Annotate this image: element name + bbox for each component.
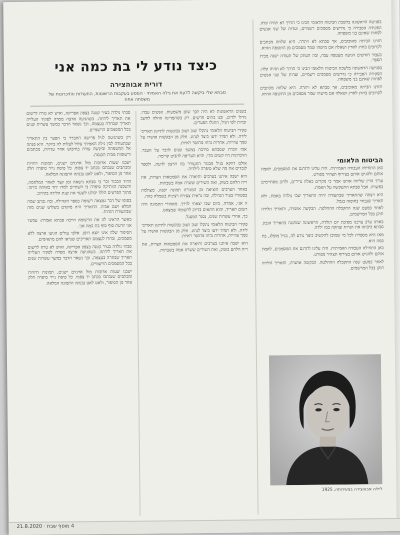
paragraph: בסופו של דבר נמצאה רשומה בספר הקהילה, ובה נכתב שמה המלא ושם אביה. התאריך היה מוקדם בשלוש שנים מזה שבתעודת הזהות. [27,198,132,216]
article-column-left [26,111,134,520]
paragraph: חזרנו הביתה מאוכזבים, אך סבתא לא ויתרה. היא שלחה מכתבים לקרובים בחוץ לארץ ושאלה אם מישהו שמר מסמכים מן התקופה ההיא. [260,85,383,98]
paragraph: בשנים הראשונות לא היה לכך שום משמעות. אנשים עבדו, גידלו ילדים, ובנו בתים חדשים. רק כשהמדינה החלה לחשב זכויות לפי הגיל, התגלו הפערים. [140,109,247,127]
paragraph: סבתי נולדה בעיר קטנה בצפון אפריקה, ואיש לא טרח לרשום את תאריך לידתה. כשהגיעה ארצה מסרה לפקיד העלייה תאריך שבחרה בעצמה, וכך נשאר הדבר במשך עשרות שנים בכל המסמכים הרשמיים. [27,244,132,268]
paragraph: הסיפור שלה אינו יוצא דופן. אלפי עולים הגיעו ארצה ללא מסמכים, ובחרו לעצמם תאריכים שנראו להם מתאימים. [27,231,132,243]
paragraph: היא רצתה שהתאריך שבתעודה יהיה התאריך שבו נולדה באמת, ולא תאריך שנבחר בחופזה בנמל. [261,192,384,205]
column-divider [135,111,140,516]
paragraph: כעבור חודשים הגיעה מעטפה עבה, ובה העתק של תעודה ישנה מבית הספר. [259,52,382,64]
paragraph: כאן התחילה העבודה האמיתית. היה עלינו לתרגם את המסמכים, לאמת אותם ולהגיש אותם בצירוף תצהיר מפורט. [260,166,384,178]
portrait-illustration [269,354,382,485]
paragraph: אמי זוכרת שסבתא סירבה במשך שנים לדבר על העבר. הזיכרונות היו קשים מדי, והיא העדיפה להביט קדימה. [140,147,247,160]
paragraph: זו אני, אמרה, ביום שבו יצאתי לדרך. מאחורי התמונה היה רשום תאריך, והוא התאים בדיוק לרשומה שמצאנו. [141,201,248,213]
article-byline: דורית אבוהצירה [109,80,163,89]
paragraph: באחד הערבים הוציאה מן המגירה תמונה ישנה, מצולמת בסטודיו בעיר הגדולה, ובה נראית צעירה רצינית בשמלה כהה. [141,187,248,200]
paragraph: סבתי נולדה בעיר קטנה בצפון אפריקה, ואיש לא טרח לרשום את תאריך לידתה. כשהגיעה ארצה מסרה לפקיד העלייה תאריך שבחרה בעצמה, וכך נשאר הדבר במשך עשרות שנים בכל המסמכים הרשמיים. [26,110,131,134]
paragraph: היא ישבה איתנו בערבים ותיארה את הסמטאות הצרות, את ריח הלחם בשוק, ואת השירים ששרה אמה בשבתות. [141,241,248,254]
column-divider [252,19,258,514]
article-headline: כיצד נודע לי בת כמה אני [54,57,218,76]
paragraph: פקידי הביטוח הלאומי נתקלו שוב ושוב בבקשות לתיקון תאריכי לידה, ולא תמיד ידעו כיצד לנהוג. חלק מן הבקשות אושרו על סמך עדויות, אחרות נדחו מחוסר ראיות. [140,128,247,146]
paragraph: אולם דווקא בגיל מבוגר התעורר בה הרצון לדעת, ולספר לנכדים את מה שלא סיפרה לילדיה. [140,161,248,173]
paragraph: לאחר כמעט שנה התקבלה ההחלטה. הבקשה אושרה, ותאריך הלידה תוקן בכל המרשמים. [261,206,384,218]
paragraph: חזרנו הביתה מאוכזבים, אך סבתא לא ויתרה. היא שלחה מכתבים לקרובים בחוץ לארץ ושאלה אם מישהו שמר מסמכים מן התקופה ההיא. [259,39,382,52]
paragraph: כאשר הראינו לה את הרשומה חייכה סבתא ואמרה: עכשיו אני יודעת סוף סוף בת כמה אני. [27,217,132,229]
portrait-photo [269,354,382,485]
paragraph: כאן התחילה העבודה האמיתית. היה עלינו לתרגם את המסמכים, לאמת אותם ולהגיש אותם בצירוף תצהיר מפורט. [261,246,384,258]
page-edge-shadow [391,0,400,531]
photo-caption: ליליה אבוהצירה בצעירותה, 1925 [321,486,383,492]
paragraph: עורך הדין שליווה אותנו אמר כי מקרים כאלה נדירים, ולרוב מסתיימים בפשרה. אבל סבתא התעקשה על האמת. [261,179,384,191]
paragraph: ישבנו שעות ארוכות מול ארגזים ישנים, תמונות דהויות ומכתבים שנכתבו בכתב יד צפוף. כל פיסת נייר סיפרה חלק אחר מן הסיפור, ולאט לאט נבנתה התמונה המלאה. [26,160,132,178]
paragraph: באותו ערב ערכנו מסיבת יום הולדת, הראשונה שנחגגה בתאריך הנכון. סבתא כיבתה את הנרות וצחקה כמו ילדה. [261,219,384,232]
paragraph: רק כשהגיעה לגיל פרישה התברר כי הפער בין התאריך שבתעודה לבין גילה האמיתי עלול לעלות לה ביוקר. היא פנתה אל המשפחה וביקשה עזרה בחיפוש אחר עדויות, מכתבים ורשומות מבית הכנסת. [26,135,131,159]
article-column-right-middle [261,166,385,351]
paragraph: לאחר כמעט שנה התקבלה ההחלטה. הבקשה אושרה, ותאריך הלידה תוקן בכל המרשמים. [261,259,385,272]
paragraph: הדוד הבכור זכר כי סבתא נישאה זמן קצר לאחר המלחמה, והשכנה הוותיקה סיפרה כי השתיים למדו יחד באותה כיתה. מתוך הפרטים הללו יכולנו לשער את שנת הלידה בקירוב. [27,179,132,197]
paragraph: ישבנו שעות ארוכות מול ארגזים ישנים, תמונות דהויות ומכתבים שנכתבו בכתב יד צפוף. כל פיסת נייר סיפרה חלק אחר מן הסיפור, ולאט לאט נבנתה התמונה המלאה. [28,269,133,287]
newspaper-page [3,0,400,535]
paragraph: מאז היא מספרת לכל מי שמוכן להקשיב כיצד נודע לה, בגיל מופלג, בת כמה היא. [261,233,384,245]
article-dek: סבתא שלי ביקשה לדעת את גילה האמיתי · המסע בעקבות הרשומות, התעודות והזיכרונות של משפחה אחת [48,90,226,103]
section-subhead: הביטוח הלאומי [337,156,383,165]
page-footer-label: 4 מוסף שבת · 21.8.2020 [16,523,75,530]
paragraph: כך, אחרי עשרות שנים, נסגר המעגל. [184,214,248,221]
paragraph: פקידי הביטוח הלאומי נתקלו שוב ושוב בבקשות לתיקון תאריכי לידה, ולא תמיד ידעו כיצד לנהוג. חלק מן הבקשות אושרו על סמך עדויות, אחרות נדחו מחוסר ראיות. [141,222,248,240]
paragraph: בפגישה הראשונה בלשכת הביטוח הלאומי הבינו כי הדרך לא תהיה קלה. הפקידה הסבירה כי נדרשים מסמכים רשמיים, ועדות של שני אנשים לפחות שאינם בני משפחה. [259,66,383,83]
paragraph: בפגישה הראשונה בלשכת הביטוח הלאומי הבינו כי הדרך לא תהיה קלה. הפקידה הסבירה כי נדרשים מסמכים רשמיים, ועדות של שני אנשים לפחות שאינם בני משפחה. [259,20,382,38]
paragraph: היא ישבה איתנו בערבים ותיארה את הסמטאות הצרות, את ריח הלחם בשוק, ואת השירים ששרה אמה בשבתות. [141,174,248,187]
article-column-middle [140,110,250,519]
